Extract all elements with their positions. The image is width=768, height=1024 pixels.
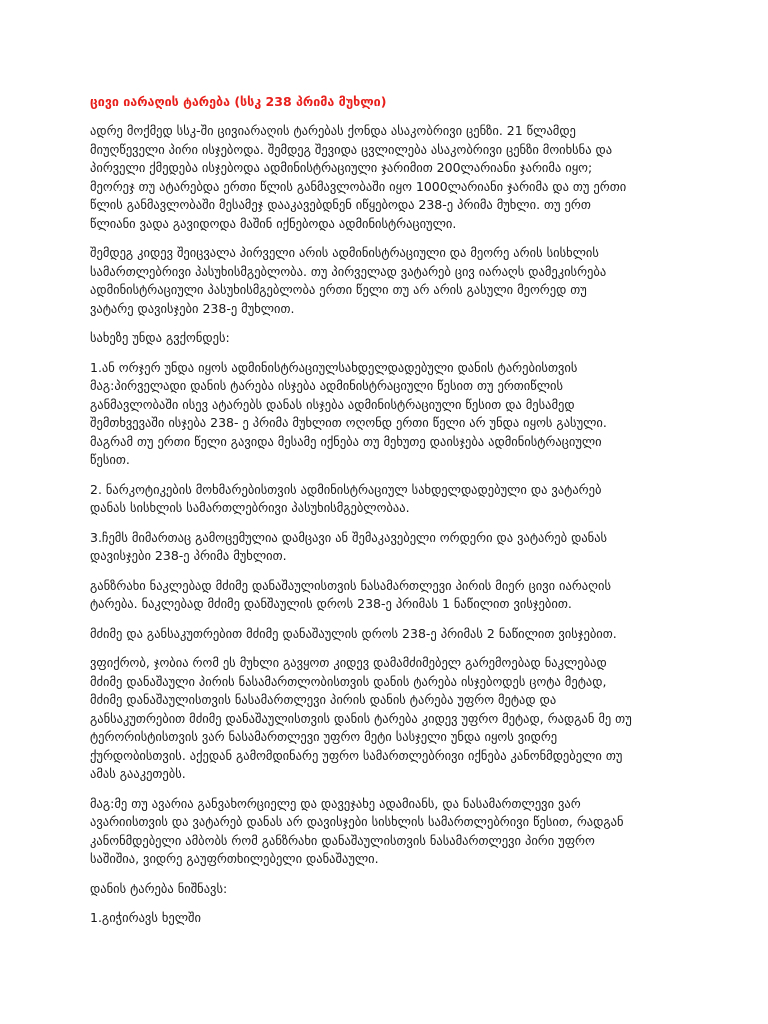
document-title: ცივი იარაღის ტარება (სსკ 238 პრიმა მუხლი) xyxy=(90,94,387,109)
paragraph-definition-1: 1.გიჭირავს ხელში xyxy=(90,910,201,925)
paragraph-opinion: ვფიქრობ, ჯობია რომ ეს მუხლი გავყოთ კიდევ დამამძიმებელ გარემოებად ნაკლებად მძიმე დანაშაული პირის ნასამართლობისთვის დანის ტარება ისჯებოდეს ცოტა მეტად, მძიმე დანაშაულისთვის ნასამართლევი პირის დანის ტარება უფრო მეტად და განსაკუთრებით მძიმე დანაშაულისთვის დანის ტარება კიდევ უფრო მეტად, რადგან მე თუ ტერორისტისთვის ვარ ნასამართლევი უფრო მეტი სასჯელი უნდა იყოს ვიდრე ქურდობისთვის. აქედან გამომდინარე უფრო სამართლებრივი იქნება კანონმდებელი თუ ამას გააკეთებს. xyxy=(90,655,632,781)
paragraph-conditions-heading: სახეზე უნდა გვქონდეს: xyxy=(90,330,230,345)
document-page xyxy=(90,92,690,939)
paragraph-condition-1: 1.ან ორჯერ უნდა იყოს ადმინისტრაციულსახდელდადებული დანის ტარებისთვის მაგ:პირველადი დანის ტარება ისჯება ადმინისტრაციული წესით თუ ერთიწლის განმავლობაში ისევ ატარებს დანას ისჯება ადმინისტრაციული წესით და მესამედ შემთხვევაში ისჯება 238- ე პრიმა მუხლით ოღონდ ერთი წელი არ უნდა იყოს გასული. მაგრამ თუ ერთი წელი გავიდა მესამე იქნება თუ მეხუთე დაისჯება ადმინისტრაციული წესით. xyxy=(90,359,607,467)
paragraph-definition-heading: დანის ტარება ნიშნავს: xyxy=(90,880,228,896)
paragraph-history: ადრე მოქმედ სსკ-ში ცივიარაღის ტარებას ქონდა ასაკობრივი ცენზი. 21 წლამდე მიუღწეველი პირი ისჯებოდა. შემდეგ შევიდა ცვლილება ასაკობრივი ცენზი მოიხსნა და პირველი ქმედება ისჯებოდა ადმინისტრაციული ჯარიმით 200ლარიანი ჯარიმა იყო; მეორეჯ თუ ატარებდა ერთი წლის განმავლობაში იყო 1000ლარიანი ჯარიმა და თუ ერთი წლის განმავლობაში მესამეჯ დააკავებდნენ იწყებოდა 238-ე პრიმა მუხლი. თუ ერთ წლიანი ვადა გავიდოდა მაშინ იქნებოდა ადმინისტრაციული. xyxy=(90,123,627,231)
paragraph-change: შემდეგ კიდევ შეიცვალა პირველი არის ადმინისტრაციული და მეორე არის სისხლის სამართლებრივი პასუხისმგებლობა. თუ პირველად ვატარებ ცივ იარაღს დამეკისრება ადმინისტრაციული პასუხისმგებლობა ერთი წელი თუ არ არის გასული მეორედ თუ ვატარე დავისჯები 238-ე მუხლით. xyxy=(90,245,607,316)
paragraph-condition-3: 3.ჩემს მიმართაც გამოცემულია დამცავი ან შემაკავებელი ორდერი და ვატარებ დანას დავისჯები 238-ე პრიმა მუხლით. xyxy=(90,529,608,563)
paragraph-condition-2: 2. ნარკოტიკების მოხმარებისთვის ადმინისტრაციულ სახდელდადებული და ვატარებ დანას სისხლის სამართლებრივი პასუხისმგებლობაა. xyxy=(90,481,602,515)
paragraph-intentional-crime: განზრახი ნაკლებად მძიმე დანაშაულისთვის ნასამართლევი პირის მიერ ცივი იარაღის ტარება. ნაკლებად მძიმე დანშაულის დროს 238-ე პრიმას 1 ნაწილით ვისჯებით. xyxy=(90,577,611,611)
paragraph-example: მაგ:მე თუ ავარია განვახორციელე და დავეჯახე ადამიანს, და ნასამართლევი ვარ ავარიისთვის და ვატარებ დანას არ დავისჯები სისხლის სამართლებრივი წესით, რადგან კანონმდებელი ამბობს რომ განზრახი დანაშაულისთვის ნასამართლევი პირი უფრო საშიშია, ვიდრე გაუფრთხილებელი დანაშაული. xyxy=(90,795,624,866)
paragraph-grave-crime: მძიმე და განსაკუთრებით მძიმე დანაშაულის დროს 238-ე პრიმას 2 ნაწილით ვისჯებით. xyxy=(90,625,617,641)
